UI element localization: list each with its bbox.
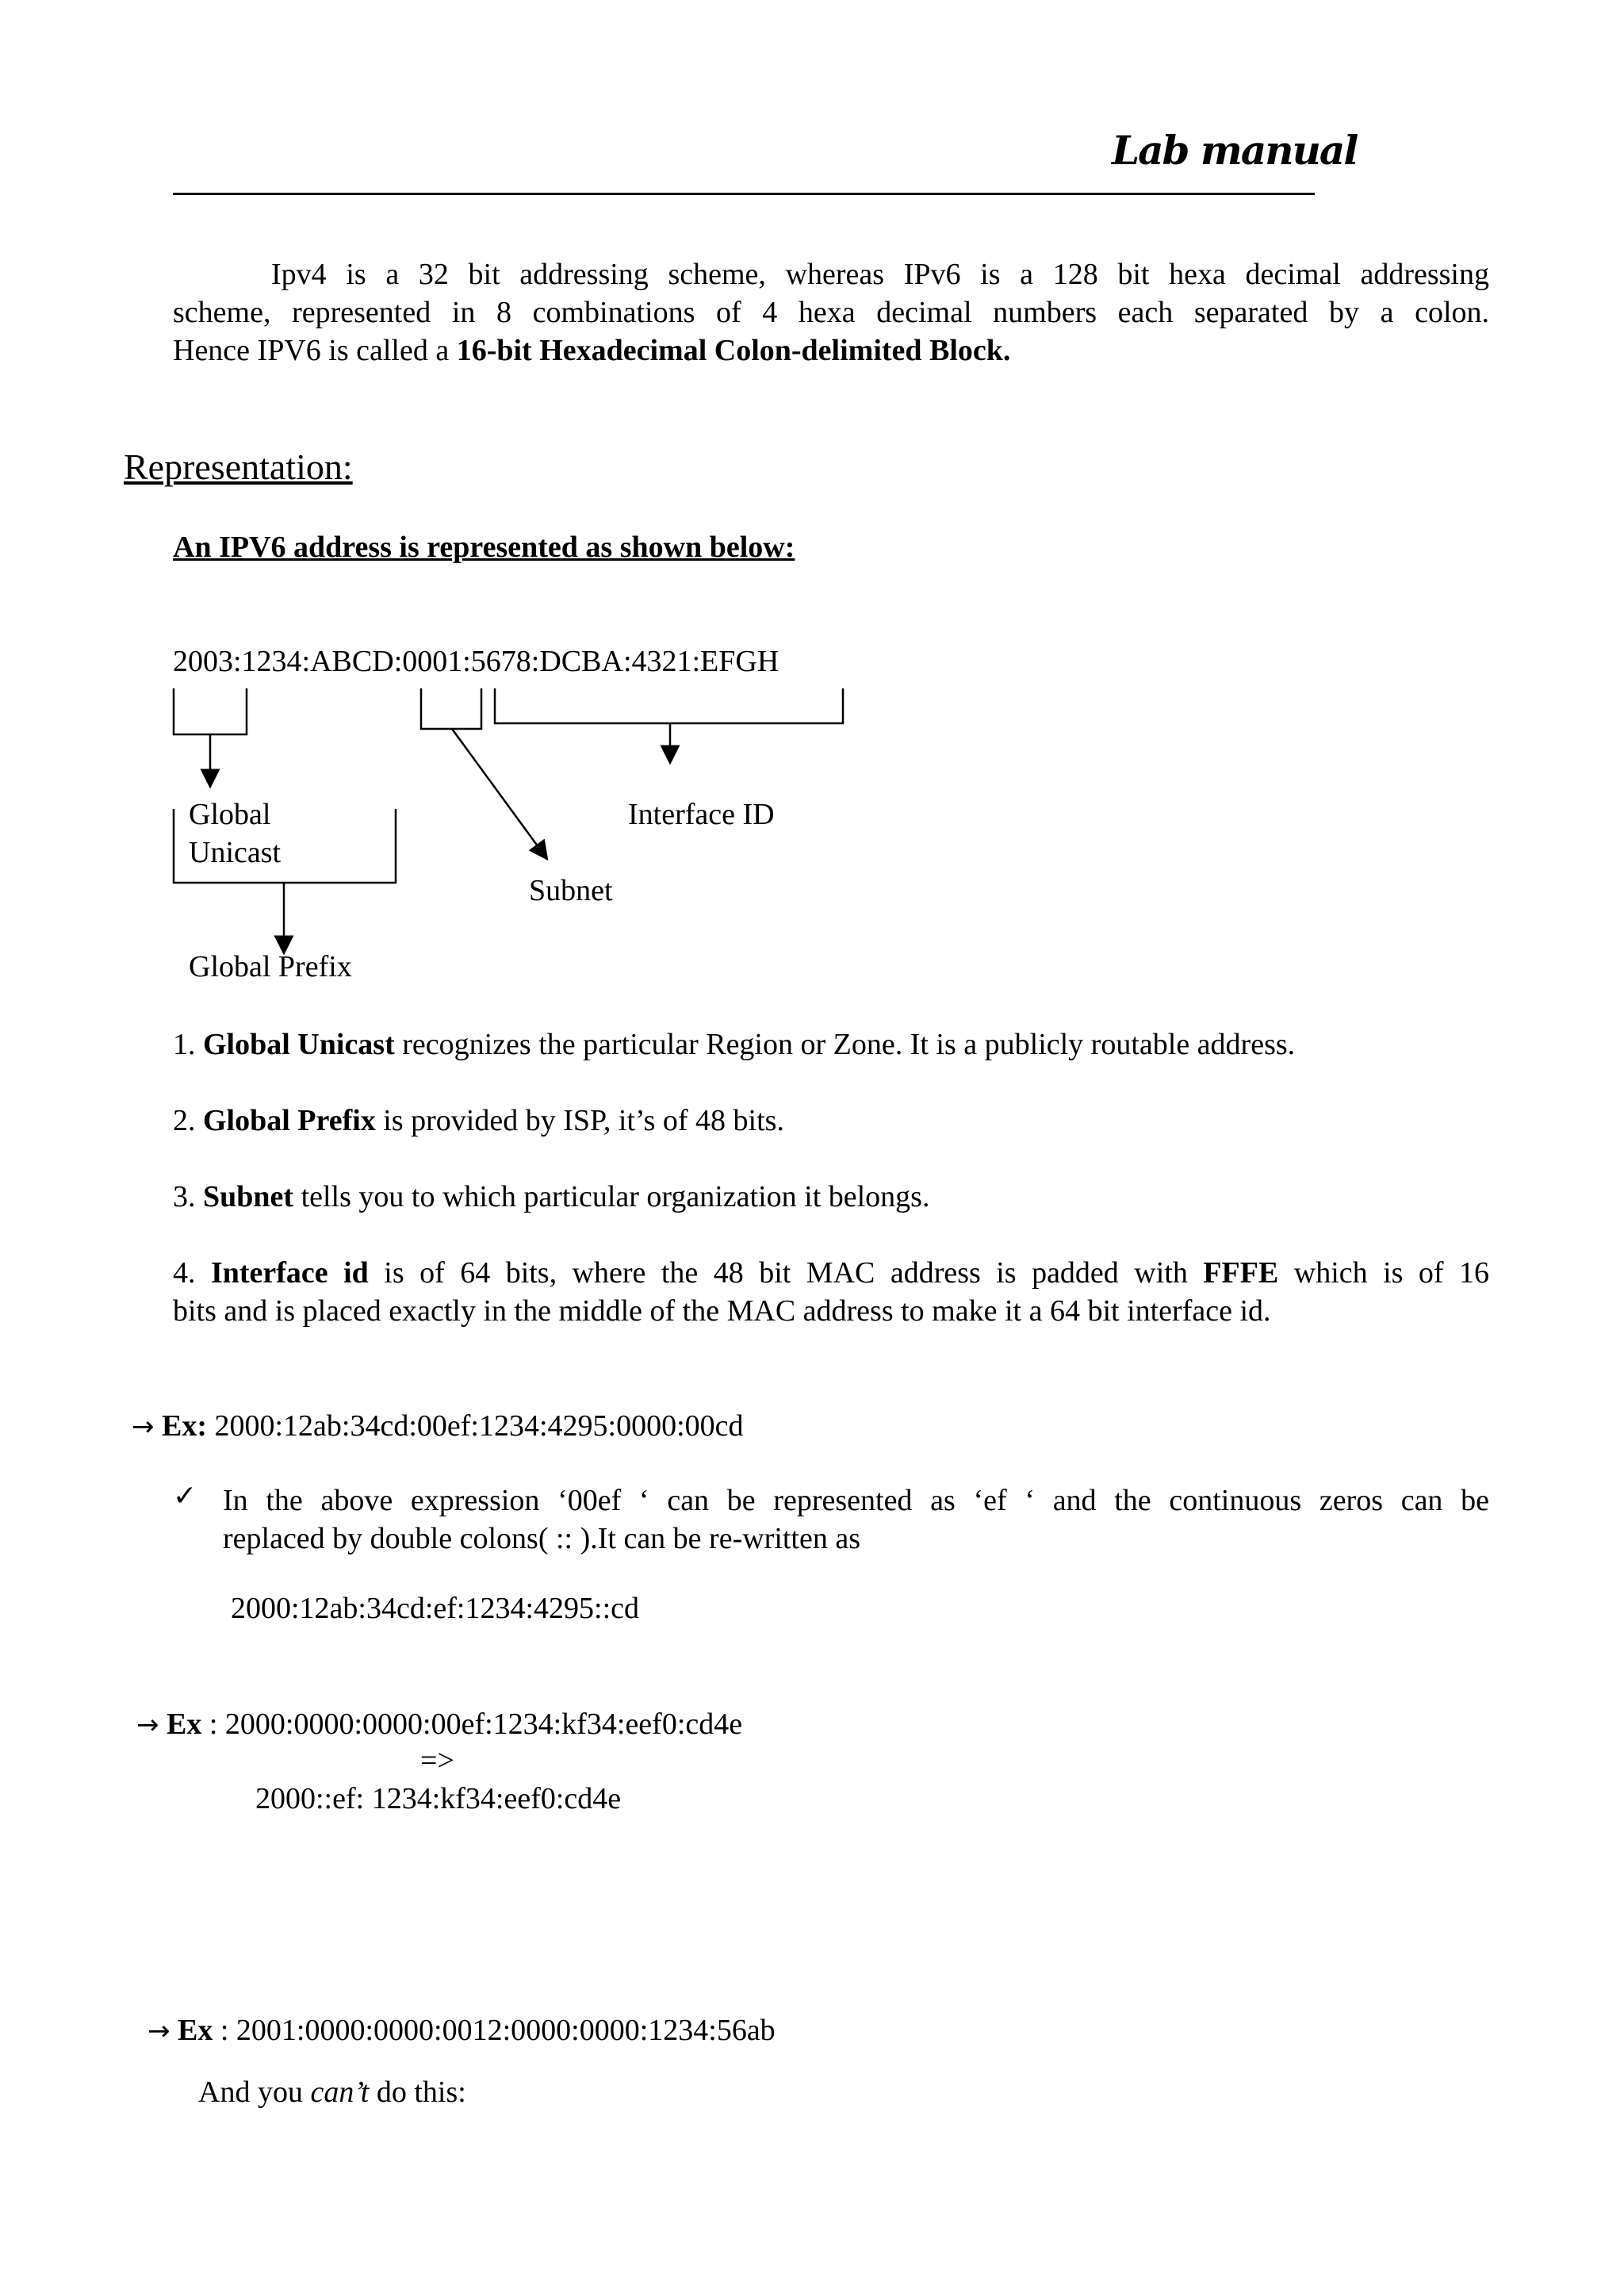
- example-3: [147, 2011, 776, 2050]
- intro-bold-term: 16-bit Hexadecimal Colon-delimited Block.: [456, 334, 1011, 367]
- section-heading: Representation:: [124, 447, 353, 487]
- list-text: is provided by ISP, it’s of 48 bits.: [375, 1104, 784, 1137]
- list-bold-term: FFFE: [1203, 1256, 1279, 1290]
- ipv6-address: 2003:1234:ABCD:0001:5678:DCBA:4321:EFGH: [173, 645, 779, 678]
- example-1-note-line-2: replaced by double colons( :: ).It can be re-written as: [223, 1522, 861, 1555]
- list-text: tells you to which particular organization it belongs.: [293, 1180, 930, 1213]
- list-number: 2.: [173, 1104, 203, 1137]
- label-global: Global: [189, 798, 271, 831]
- list-item: [173, 1255, 1489, 1290]
- example-address: : 2000:0000:0000:00ef:1234:kf34:eef0:cd4e: [201, 1708, 743, 1741]
- note-italic: can’t: [310, 2076, 370, 2109]
- list-term: Subnet: [203, 1180, 294, 1213]
- list-item: [173, 1179, 929, 1214]
- list-number: 4.: [173, 1256, 211, 1290]
- right-arrow-icon: →: [132, 1411, 155, 1443]
- intro-line-3-text: Hence IPV6 is called a: [173, 334, 457, 367]
- example-label: Ex: [178, 2014, 213, 2047]
- sub-heading: An IPV6 address is represented as shown below:: [173, 531, 795, 564]
- list-term: Global Prefix: [203, 1104, 376, 1137]
- example-1-rewritten: 2000:12ab:34cd:ef:1234:4295::cd: [231, 1592, 640, 1625]
- bracket-interface-id: [495, 688, 843, 723]
- label-global-prefix: Global Prefix: [189, 950, 352, 983]
- list-item: [173, 1103, 784, 1138]
- check-icon: ✓: [173, 1480, 197, 1512]
- example-address: 2000:12ab:34cd:00ef:1234:4295:0000:00cd: [207, 1409, 744, 1443]
- example-label: Ex: [167, 1708, 202, 1741]
- right-arrow-icon: →: [136, 1709, 159, 1741]
- list-item: [173, 1027, 1295, 1062]
- intro-paragraph: [173, 255, 1489, 370]
- list-text: is of 64 bits, where the 48 bit MAC address is padded with: [368, 1256, 1204, 1290]
- right-arrow-icon: →: [147, 2015, 170, 2047]
- list-text: which is of 16: [1278, 1256, 1490, 1290]
- example-2-result: 2000::ef: 1234:kf34:eef0:cd4e: [255, 1782, 622, 1815]
- list-term: Global Unicast: [203, 1028, 395, 1061]
- example-1: [132, 1407, 744, 1446]
- note-text: And you: [198, 2076, 311, 2109]
- implies-symbol: =>: [420, 1744, 454, 1777]
- list-item-continuation: bits and is placed exactly in the middle of the MAC address to make it a 64 bit interface id.: [173, 1294, 1271, 1328]
- list-number: 1.: [173, 1028, 203, 1061]
- intro-line-3: [173, 332, 1489, 370]
- label-subnet: Subnet: [529, 874, 613, 907]
- header-divider: [173, 193, 1315, 195]
- list-number: 3.: [173, 1180, 203, 1213]
- arrow-subnet: [452, 729, 542, 853]
- intro-line-2: scheme, represented in 8 combinations of 4 hexa decimal numbers each separated by a colon.: [173, 296, 1489, 329]
- example-2: [136, 1705, 742, 1744]
- label-interface-id: Interface ID: [628, 798, 775, 831]
- example-address: : 2001:0000:0000:0012:0000:0000:1234:56ab: [213, 2014, 776, 2047]
- intro-line-1: Ipv4 is a 32 bit addressing scheme, whereas IPv6 is a 128 bit hexa decimal addressing: [271, 258, 1489, 291]
- note-text: do this:: [369, 2076, 466, 2109]
- bracket-subnet: [421, 688, 481, 729]
- label-unicast: Unicast: [189, 836, 282, 869]
- example-1-note-line-1: In the above expression ‘00ef ‘ can be represented as ‘ef ‘ and the continuous zeros can be: [223, 1484, 1489, 1517]
- example-label: Ex:: [162, 1409, 207, 1443]
- list-text: recognizes the particular Region or Zone. It is a publicly routable address.: [394, 1028, 1296, 1061]
- example-3-note: [198, 2073, 466, 2111]
- list-term: Interface id: [210, 1256, 369, 1290]
- bracket-global-unicast: [174, 688, 247, 734]
- header-title: Lab manual: [1112, 127, 1358, 174]
